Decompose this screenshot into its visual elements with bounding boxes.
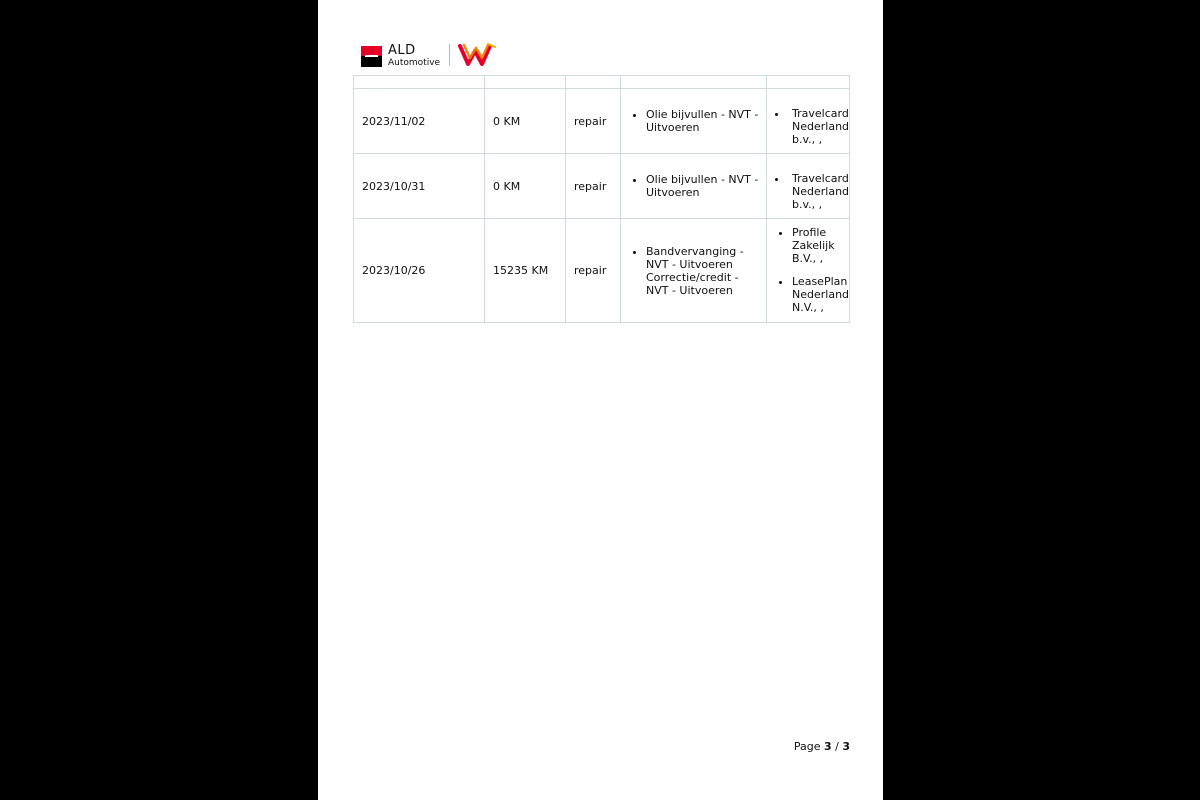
provider-item: • Profile Zakelijk B.V., , — [792, 226, 844, 265]
provider-cell — [767, 219, 850, 323]
page-footer — [794, 740, 850, 753]
provider-item: • LeasePlan Nederland N.V., , — [792, 269, 844, 314]
table-row — [354, 219, 850, 323]
work-cell — [621, 89, 767, 154]
w-brand-logo-icon — [458, 42, 498, 72]
provider-item: • Travelcard Nederland b.v., , — [788, 160, 844, 211]
total-pages-number: 3 — [842, 740, 850, 753]
table-row — [354, 154, 850, 219]
table-header-row — [354, 76, 850, 89]
type-cell: repair — [566, 154, 621, 219]
table-row — [354, 89, 850, 154]
mileage-cell: 0 KM — [485, 154, 566, 219]
page-label: Page — [793, 740, 821, 753]
maintenance-history-table — [353, 75, 850, 323]
work-item: • Olie bijvullen - NVT - Uitvoeren — [646, 173, 761, 199]
work-cell — [621, 219, 767, 323]
mileage-cell: 15235 KM — [485, 219, 566, 323]
provider-cell — [767, 89, 850, 154]
work-item: • Bandvervanging - NVT - Uitvoeren Correctie/credit - NVT - Uitvoeren — [646, 245, 761, 297]
type-cell: repair — [566, 89, 621, 154]
type-cell: repair — [566, 219, 621, 323]
provider-cell — [767, 154, 850, 219]
logo-divider — [449, 44, 450, 66]
provider-item: • Travelcard Nederland b.v., , — [788, 95, 844, 146]
mileage-cell: 0 KM — [485, 89, 566, 154]
page-separator: / — [835, 740, 839, 753]
work-item: • Olie bijvullen - NVT - Uitvoeren — [646, 108, 761, 134]
date-cell: 2023/11/02 — [354, 89, 485, 154]
ald-automotive-logo — [361, 44, 440, 68]
document-page — [318, 0, 883, 800]
work-cell — [621, 154, 767, 219]
ald-logo-mark — [361, 46, 382, 67]
ald-logo-subtitle: Automotive — [388, 58, 441, 68]
date-cell: 2023/10/31 — [354, 154, 485, 219]
date-cell: 2023/10/26 — [354, 219, 485, 323]
current-page-number: 3 — [823, 740, 832, 753]
ald-logo-title: ALD — [388, 43, 416, 58]
